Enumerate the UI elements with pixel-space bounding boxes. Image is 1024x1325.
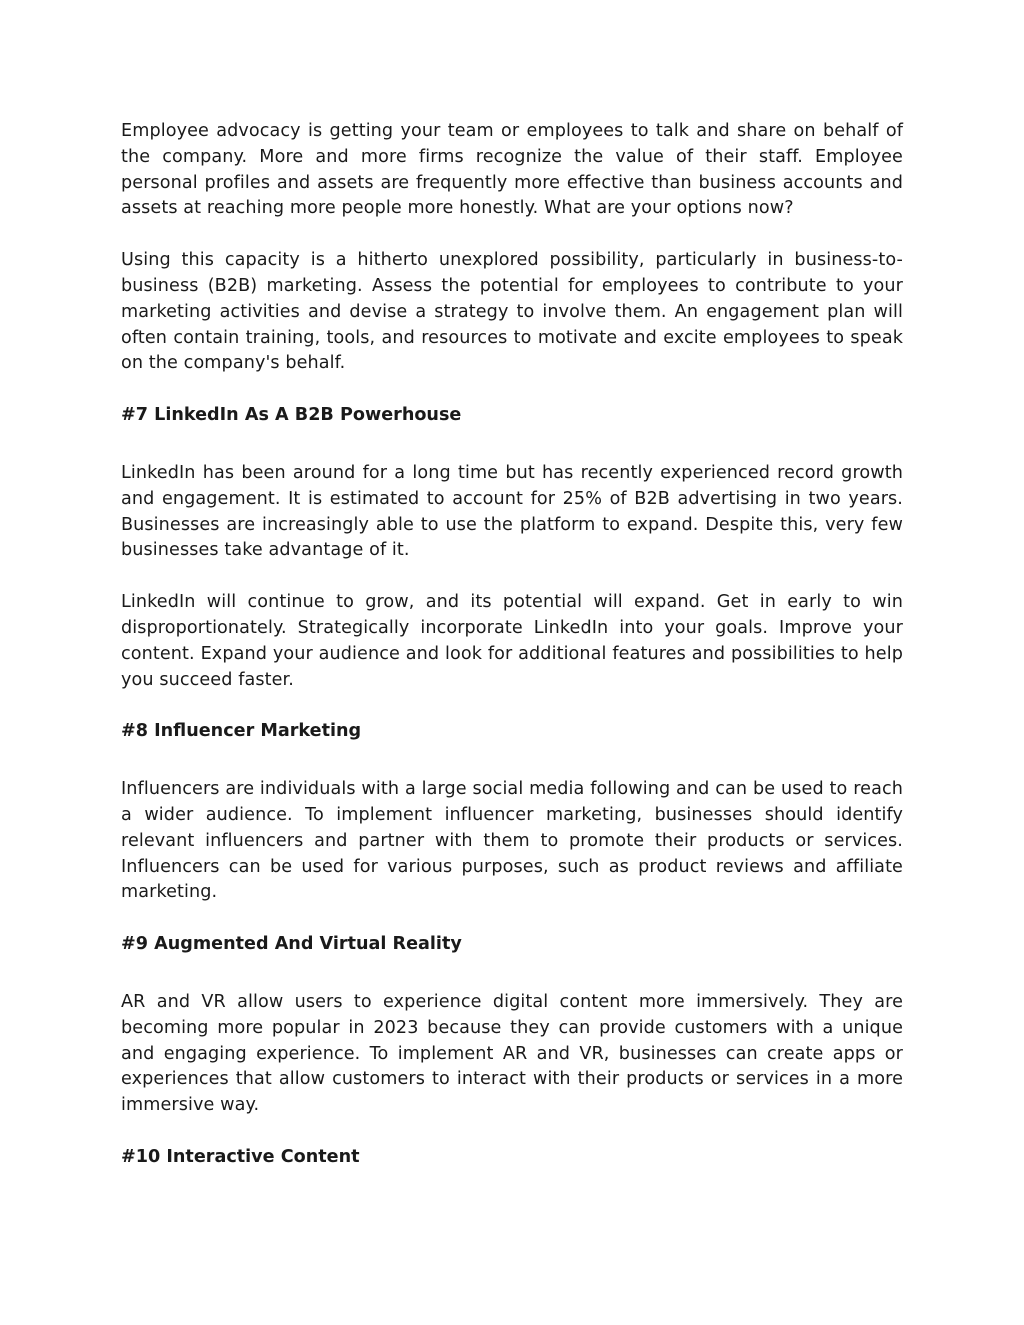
paragraph-linkedin-growth: LinkedIn has been around for a long time but has recently experienced record growth and engagement. It is estimated to account for 25% of B2B advertising in two years. Businesses are increasingly able to use the platform to expand. Despite this, very few businesses take advantage of it. <box>121 462 903 561</box>
paragraph-employee-advocacy-capacity: Using this capacity is a hitherto unexplored possibility, particularly in business-to-business (B2B) marketing. Assess the potential for employees to contribute to your marketing activities and devise a strategy to involve them. An engagement plan will often contain training, tools, and resources to motivate and excite employees to speak on the company's behalf. <box>121 250 903 374</box>
paragraph-employee-advocacy-intro: Employee advocacy is getting your team or employees to talk and share on behalf of the company. More and more firms recognize the value of their staff. Employee personal profiles and assets are frequently more effective than business accounts and assets at reaching more people more honestly. What are your options now? <box>121 121 903 219</box>
document-page <box>121 119 903 1171</box>
paragraph-ar-vr: AR and VR allow users to experience digital content more immersively. They are becoming more popular in 2023 because they can provide customers with a unique and engaging experience. To implement AR and VR, businesses can create apps or experiences that allow customers to interact with their products or services in a more immersive way. <box>121 991 903 1116</box>
heading-influencer-marketing: #8 Influencer Marketing <box>121 721 362 742</box>
heading-interactive-content: #10 Interactive Content <box>121 1146 360 1167</box>
heading-linkedin: #7 LinkedIn As A B2B Powerhouse <box>121 405 462 426</box>
paragraph-linkedin-potential: LinkedIn will continue to grow, and its potential will expand. Get in early to win disproportionately. Strategically incorporate LinkedIn into your goals. Improve your content. Expand your audience and look for additional features and possibilities to help you succeed faster. <box>121 592 903 690</box>
paragraph-influencer-marketing: Influencers are individuals with a large social media following and can be used to reach a wider audience. To implement influencer marketing, businesses should identify relevant influencers and partner with them to promote their products or services. Influencers can be used for various purposes, such as product reviews and affiliate marketing. <box>121 779 903 903</box>
heading-ar-vr: #9 Augmented And Virtual Reality <box>121 934 462 955</box>
